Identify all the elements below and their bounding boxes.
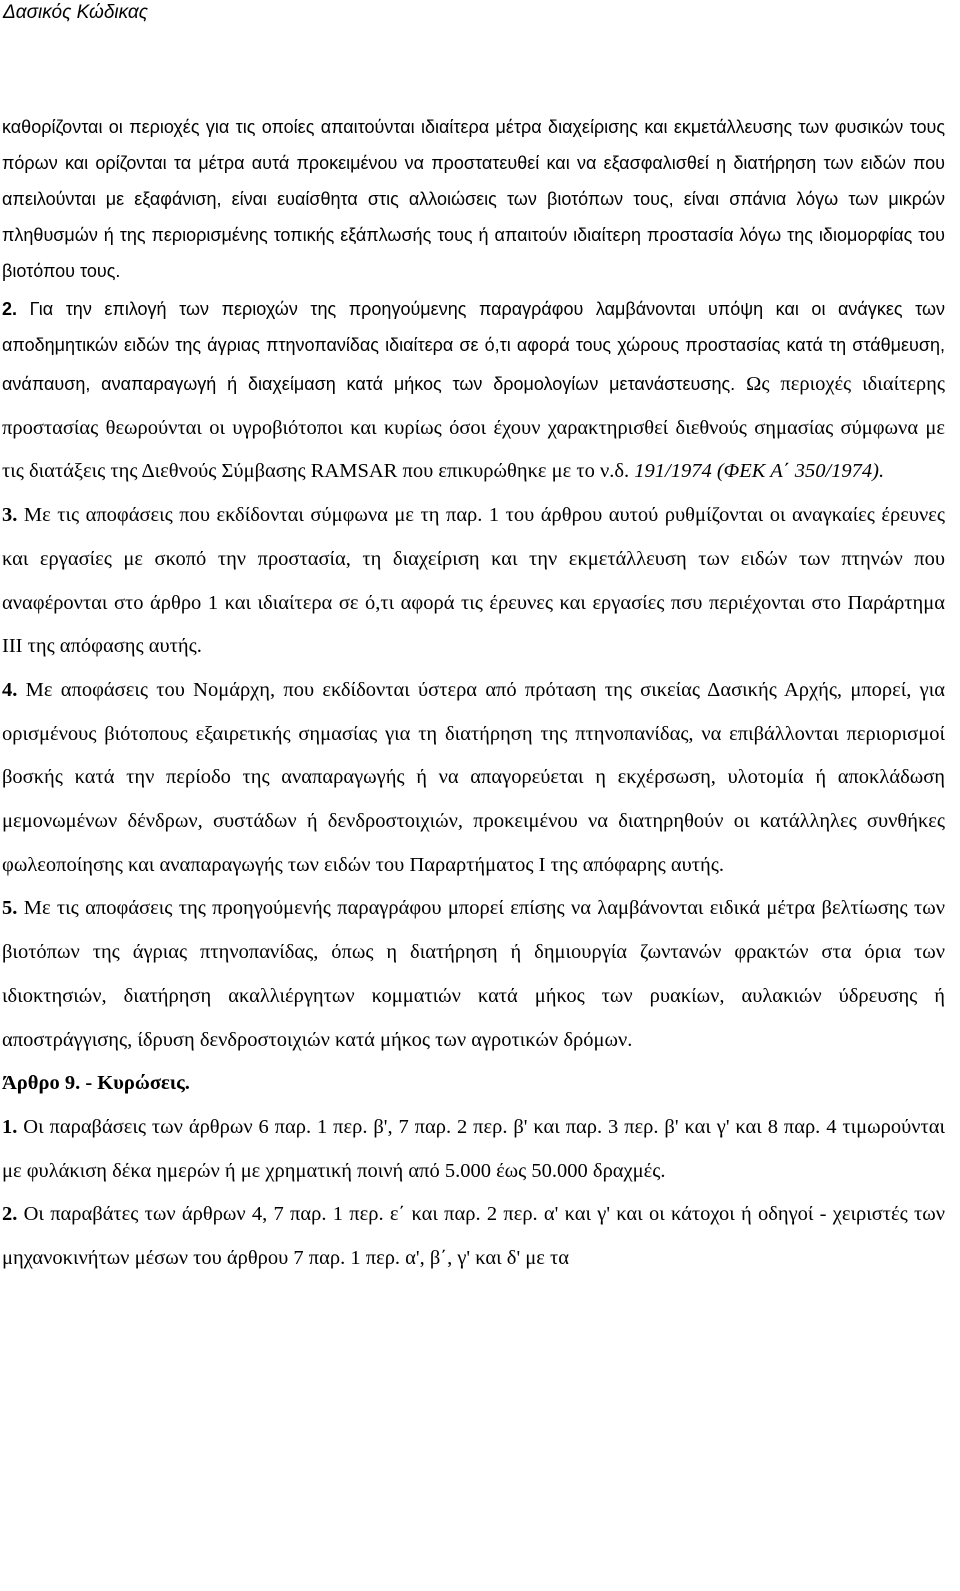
paragraph-2 bbox=[2, 291, 945, 494]
page-header-title: Δασικός Κώδικας bbox=[3, 2, 148, 23]
paragraph-4 bbox=[2, 669, 945, 888]
article-paragraph-2-number: 2. bbox=[2, 1203, 18, 1226]
paragraph-4-number: 4. bbox=[2, 678, 18, 701]
paragraph-intro: καθορίζονται οι περιοχές για τις οποίες απαιτούνται ιδιαίτερα μέτρα διαχείρισης και εκμετάλλευσης των φυσικών τους πόρων και ορίζονται τα μέτρα αυτά προκειμένου να προστατευθεί και να εξασφαλισθεί η διατήρηση των ειδών που απειλούνται με εξαφάνιση, είναι ευαίσθητα στις αλλοιώσεις των βιοτόπων τους, είναι σπάνια λόγω των μικρών πληθυσμών ή της περιορισμένης τοπικής εξάπλωσής τους ή απαιτούν ιδιαίτερη προστασία λόγω της ιδιομορφίας του βιοτόπου τους. bbox=[2, 117, 945, 281]
article-paragraph-1-text: Οι παραβάσεις των άρθρων 6 παρ. 1 περ. β', 7 παρ. 2 περ. β' και παρ. 3 περ. β' και γ' και 8 παρ. 4 τιμωρούνται με φυλάκιση δέκα ημερών ή με χρηματική ποινή από 5.000 έως 50.000 δραχμές. bbox=[2, 1115, 945, 1182]
paragraph-5 bbox=[2, 887, 945, 1062]
paragraph-2-serif-text: Ως περιοχές ιδιαίτερης προστασίας θεωρούνται οι υγροβιότοποι και κυρίως όσοι έχουν χαρακτηρισθεί διεθνούς σημασίας σύμφωνα με τις διατάξεις της Διεθνούς Σύμβασης RAMSAR που επικυρώθηκε με το ν.δ. bbox=[2, 373, 945, 483]
article-paragraph-1-number: 1. bbox=[2, 1115, 18, 1138]
paragraph-4-text: Με αποφάσεις του Νομάρχη, που εκδίδονται ύστερα από πρόταση της σικείας Δασικής Αρχής, μπορεί, για ορισμένους βιότοπους εξαιρετικής σημασίας για τη διατήρηση της πτηνοπανίδας, να επιβάλλονται περιορισμοί βοσκής κατά την περίοδο της αναπαραγωγής ή να απαγορεύεται η εκχέρσωση, υλοτομία ή αποκλάδωση μεμονωμένων δένδρων, συστάδων ή δενδροστοιχιών, προκειμένου να διατηρηθούν οι κατάλληλες συνθήκες φωλεοποίησης και αναπαραγωγής των ειδών του Παραρτήματος Ι της απόφαρης αυτής. bbox=[2, 678, 945, 876]
paragraph-2-number: 2. bbox=[2, 299, 18, 319]
paragraph-5-number: 5. bbox=[2, 897, 18, 920]
paragraph-2-text: Για την επιλογή των περιοχών της προηγούμενης παραγράφου λαμβάνονται υπόψη και οι ανάγκες των αποδημητικών ειδών της άγριας πτηνοπανίδας ιδιαίτερα σε ό,τι αφορά τους χώρους προστασίας κατά τη στάθμευση, ανάπαυση, αναπαραγωγή ή διαχείμαση κατά μήκος των δρομολογίων μετανάστευσης. bbox=[2, 299, 945, 394]
paragraph-3 bbox=[2, 494, 945, 669]
paragraph-2-reference: 191/1974 (ΦΕΚ Α΄ 350/1974). bbox=[634, 460, 885, 483]
paragraph-3-text: Με τις αποφάσεις που εκδίδονται σύμφωνα με τη παρ. 1 του άρθρου αυτού ρυθμίζονται οι αναγκαίες έρευνες και εργασίες με σκοπό την προστασία, τη διαχείριση και την εκμετάλλευση των ειδών των πτηνών που αναφέρονται στο άρθρο 1 και ιδιαίτερα σε ό,τι αφορά τις έρευνες και εργασίες πσυ περιέχονται στο Παράρτημα ΙΙΙ της απόφασης αυτής. bbox=[2, 504, 945, 658]
article-paragraph-1 bbox=[2, 1106, 945, 1193]
article-paragraph-2 bbox=[2, 1193, 945, 1280]
article-paragraph-2-text: Οι παραβάτες των άρθρων 4, 7 παρ. 1 περ. ε΄ και παρ. 2 περ. α' και γ' και οι κάτοχοι ή οδηγοί - χειριστές των μηχανοκινήτων μέσων του άρθρου 7 παρ. 1 περ. α', β΄, γ' και δ' με τα bbox=[2, 1203, 945, 1270]
paragraph-3-number: 3. bbox=[2, 504, 18, 527]
article-heading: Άρθρο 9. - Κυρώσεις. bbox=[2, 1072, 190, 1095]
document-body bbox=[2, 109, 945, 1281]
paragraph-5-text: Με τις αποφάσεις της προηγούμενής παραγράφου μπορεί επίσης να λαμβάνονται ειδικά μέτρα βελτίωσης των βιοτόπων της άγριας πτηνοπανίδας, όπως η διατήρηση ή δημιουργία ζωντανών φρακτών στα όρια των ιδιοκτησιών, διατήρηση ακαλλιέργητων κομματιών κατά μήκος των ρυακίων, αυλακιών ύδρευσης ή αποστράγγισης, ίδρυση δενδροστοιχιών κατά μήκος των αγροτικών δρόμων. bbox=[2, 897, 945, 1051]
